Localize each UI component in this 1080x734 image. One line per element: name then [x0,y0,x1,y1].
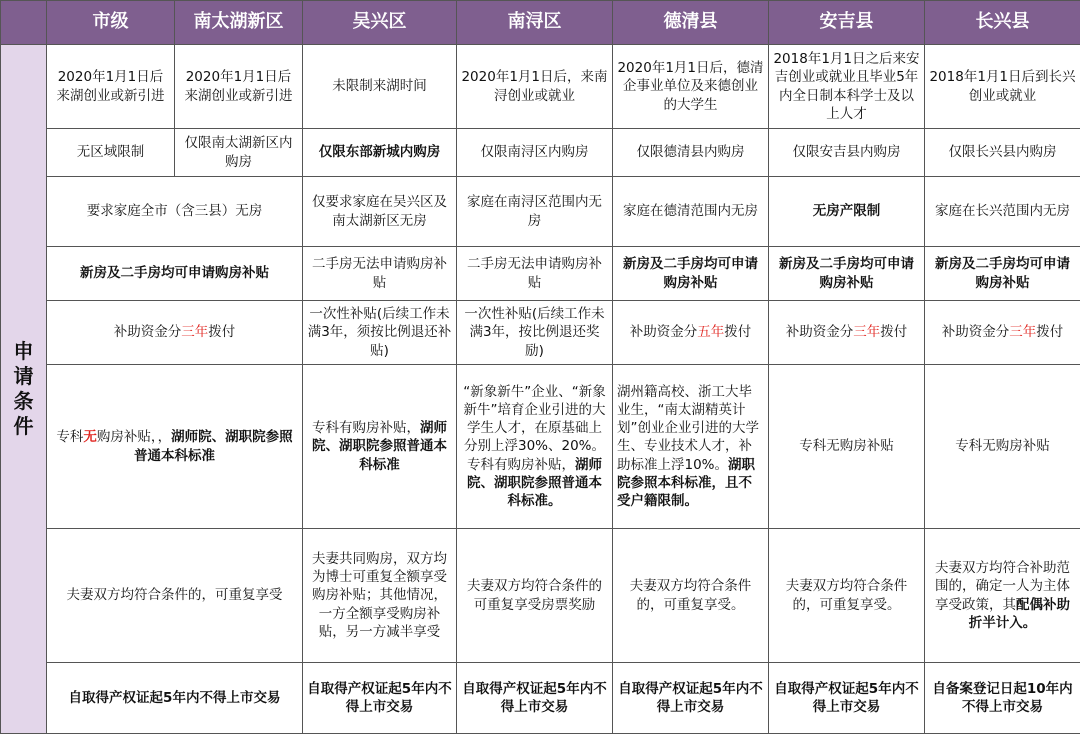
header-deqing: 德清县 [613,1,769,45]
cell-resale-deqing: 自取得产权证起5年内不得上市交易 [613,663,769,734]
cell-house-changxing: 家庭在长兴范围内无房 [925,177,1080,247]
header-changxing: 长兴县 [925,1,1080,45]
cell-area-changxing: 仅限长兴县内购房 [925,129,1080,177]
cell-type-city: 新房及二手房均可申请购房补贴 [47,247,303,301]
header-anji: 安吉县 [769,1,925,45]
cell-type-wuxing: 二手房无法申请购房补贴 [303,247,457,301]
cell-type-nanxun: 二手房无法申请购房补贴 [457,247,613,301]
cell-degree-changxing: 专科无购房补贴 [925,365,1080,529]
cell-time-nanxun: 2020年1月1日后，来南浔创业或就业 [457,45,613,129]
cell-area-city: 无区域限制 [47,129,175,177]
header-row [1,1,1080,45]
cell-resale-wuxing: 自取得产权证起5年内不得上市交易 [303,663,457,734]
cell-time-wuxing: 未限制来湖时间 [303,45,457,129]
cell-time-deqing: 2020年1月1日后，德清企事业单位及来德创业的大学生 [613,45,769,129]
table-row [1,129,1080,177]
cell-house-anji: 无房产限制 [769,177,925,247]
cell-pay-changxing: 补助资金分三年拨付 [925,301,1080,365]
cell-couple-city: 夫妻双方均符合条件的，可重复享受 [47,529,303,663]
cell-resale-changxing: 自备案登记日起10年内不得上市交易 [925,663,1080,734]
cell-time-nantaihu: 2020年1月1日后来湖创业或新引进 [175,45,303,129]
table-row [1,663,1080,734]
cell-resale-anji: 自取得产权证起5年内不得上市交易 [769,663,925,734]
side-label: 申 请 条 件 [1,45,47,734]
cell-area-anji: 仅限安吉县内购房 [769,129,925,177]
table-row [1,247,1080,301]
cell-area-wuxing: 仅限东部新城内购房 [303,129,457,177]
cell-couple-changxing: 夫妻双方均符合补助范围的，确定一人为主体享受政策，其配偶补助折半计入。 [925,529,1080,663]
table-row [1,365,1080,529]
cell-area-nantaihu: 仅限南太湖新区内购房 [175,129,303,177]
cell-couple-deqing: 夫妻双方均符合条件的，可重复享受。 [613,529,769,663]
cell-time-changxing: 2018年1月1日后到长兴创业或就业 [925,45,1080,129]
header-wuxing: 吴兴区 [303,1,457,45]
table-row [1,529,1080,663]
cell-degree-nanxun: “新象新牛”企业、“新象新牛”培育企业引进的大学生人才，在原基础上分别上浮30%、20%。专科有购房补贴，湖师院、湖职院参照普通本科标准。 [457,365,613,529]
table-row [1,45,1080,129]
table-row [1,177,1080,247]
cell-couple-anji: 夫妻双方均符合条件的，可重复享受。 [769,529,925,663]
cell-house-city: 要求家庭全市（含三县）无房 [47,177,303,247]
cell-house-nanxun: 家庭在南浔区范围内无房 [457,177,613,247]
header-nanxun: 南浔区 [457,1,613,45]
cell-area-deqing: 仅限德清县内购房 [613,129,769,177]
cell-pay-city: 补助资金分三年拨付 [47,301,303,365]
cell-pay-deqing: 补助资金分五年拨付 [613,301,769,365]
header-city: 市级 [47,1,175,45]
cell-resale-nanxun: 自取得产权证起5年内不得上市交易 [457,663,613,734]
cell-degree-wuxing: 专科有购房补贴，湖师院、湖职院参照普通本科标准 [303,365,457,529]
cell-resale-city: 自取得产权证起5年内不得上市交易 [47,663,303,734]
cell-house-deqing: 家庭在德清范围内无房 [613,177,769,247]
cell-pay-anji: 补助资金分三年拨付 [769,301,925,365]
cell-type-anji: 新房及二手房均可申请购房补贴 [769,247,925,301]
cell-type-deqing: 新房及二手房均可申请购房补贴 [613,247,769,301]
table-row [1,301,1080,365]
cell-type-changxing: 新房及二手房均可申请购房补贴 [925,247,1080,301]
cell-pay-wuxing: 一次性补贴(后续工作未满3年，须按比例退还补贴) [303,301,457,365]
cell-degree-anji: 专科无购房补贴 [769,365,925,529]
cell-couple-wuxing: 夫妻共同购房，双方均为博士可重复全额享受购房补贴；其他情况，一方全额享受购房补贴，另一方减半享受 [303,529,457,663]
cell-time-city: 2020年1月1日后来湖创业或新引进 [47,45,175,129]
header-nantaihu: 南太湖新区 [175,1,303,45]
cell-time-anji: 2018年1月1日之后来安吉创业或就业且毕业5年内全日制本科学士及以上人才 [769,45,925,129]
cell-degree-city: 专科无购房补贴，，湖师院、湖职院参照普通本科标准 [47,365,303,529]
cell-house-wuxing: 仅要求家庭在吴兴区及南太湖新区无房 [303,177,457,247]
cell-area-nanxun: 仅限南浔区内购房 [457,129,613,177]
cell-degree-deqing: 湖州籍高校、浙工大毕业生，“南太湖精英计划”创业企业引进的大学生、专业技术人才，补助标准上浮10%。湖职院参照本科标准，且不受户籍限制。 [613,365,769,529]
cell-pay-nanxun: 一次性补贴(后续工作未满3年，按比例退还奖励) [457,301,613,365]
corner-cell [1,1,47,45]
cell-couple-nanxun: 夫妻双方均符合条件的可重复享受房票奖励 [457,529,613,663]
